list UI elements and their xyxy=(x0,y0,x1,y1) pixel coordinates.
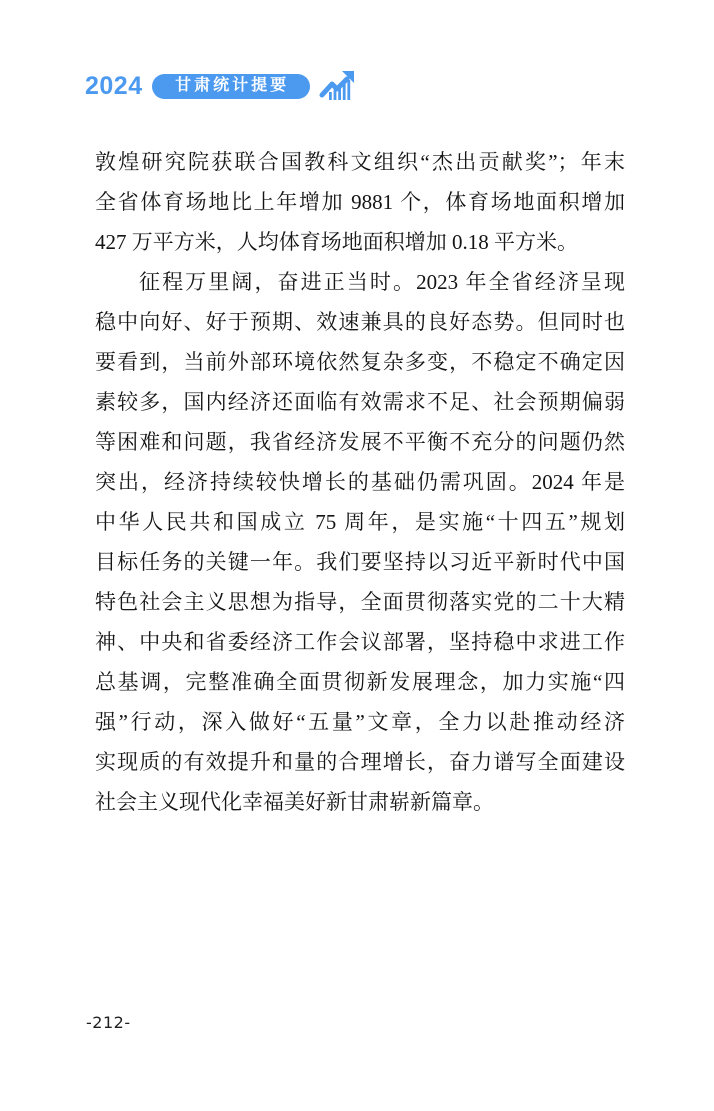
page-footer xyxy=(86,1013,131,1032)
text-line: 全省体育场地比上年增加 9881 个，体育场地面积增加 xyxy=(95,190,625,214)
trend-chart-icon xyxy=(319,70,355,102)
header-badge: 甘肃统计提要 xyxy=(152,74,310,99)
text-line: 强”行动，深入做好“五量”文章，全力以赴推动经济 xyxy=(95,710,625,734)
text-line: 等困难和问题，我省经济发展不平衡不充分的问题仍然 xyxy=(95,430,625,454)
text-line: 敦煌研究院获联合国教科文组织“杰出贡献奖”；年末 xyxy=(95,150,625,174)
text-line: 征程万里阔，奋进正当时。2023 年全省经济呈现 xyxy=(139,270,625,294)
text-line: 目标任务的关键一年。我们要坚持以习近平新时代中国 xyxy=(95,550,625,574)
text-line: 社会主义现代化幸福美好新甘肃崭新篇章。 xyxy=(95,790,494,814)
page-number: -212- xyxy=(86,1013,131,1032)
text-line: 特色社会主义思想为指导，全面贯彻落实党的二十大精 xyxy=(95,590,625,614)
text-line: 实现质的有效提升和量的合理增长，奋力谱写全面建设 xyxy=(95,750,625,774)
text-line: 神、中央和省委经济工作会议部署，坚持稳中求进工作 xyxy=(95,630,625,654)
header-year: 2024 xyxy=(85,71,143,100)
paragraph xyxy=(95,262,625,822)
page-header xyxy=(85,70,355,102)
document-body xyxy=(95,142,625,822)
text-line: 稳中向好、好于预期、效速兼具的良好态势。但同时也 xyxy=(95,310,625,334)
text-line: 中华人民共和国成立 75 周年，是实施“十四五”规划 xyxy=(95,510,625,534)
text-line: 突出，经济持续较快增长的基础仍需巩固。2024 年是 xyxy=(95,470,625,494)
text-line: 427 万平方米，人均体育场地面积增加 0.18 平方米。 xyxy=(95,230,578,254)
text-line: 素较多，国内经济还面临有效需求不足、社会预期偏弱 xyxy=(95,390,625,414)
text-line: 总基调，完整准确全面贯彻新发展理念，加力实施“四 xyxy=(95,670,625,694)
paragraph xyxy=(95,142,625,262)
text-line: 要看到，当前外部环境依然复杂多变，不稳定不确定因 xyxy=(95,350,625,374)
